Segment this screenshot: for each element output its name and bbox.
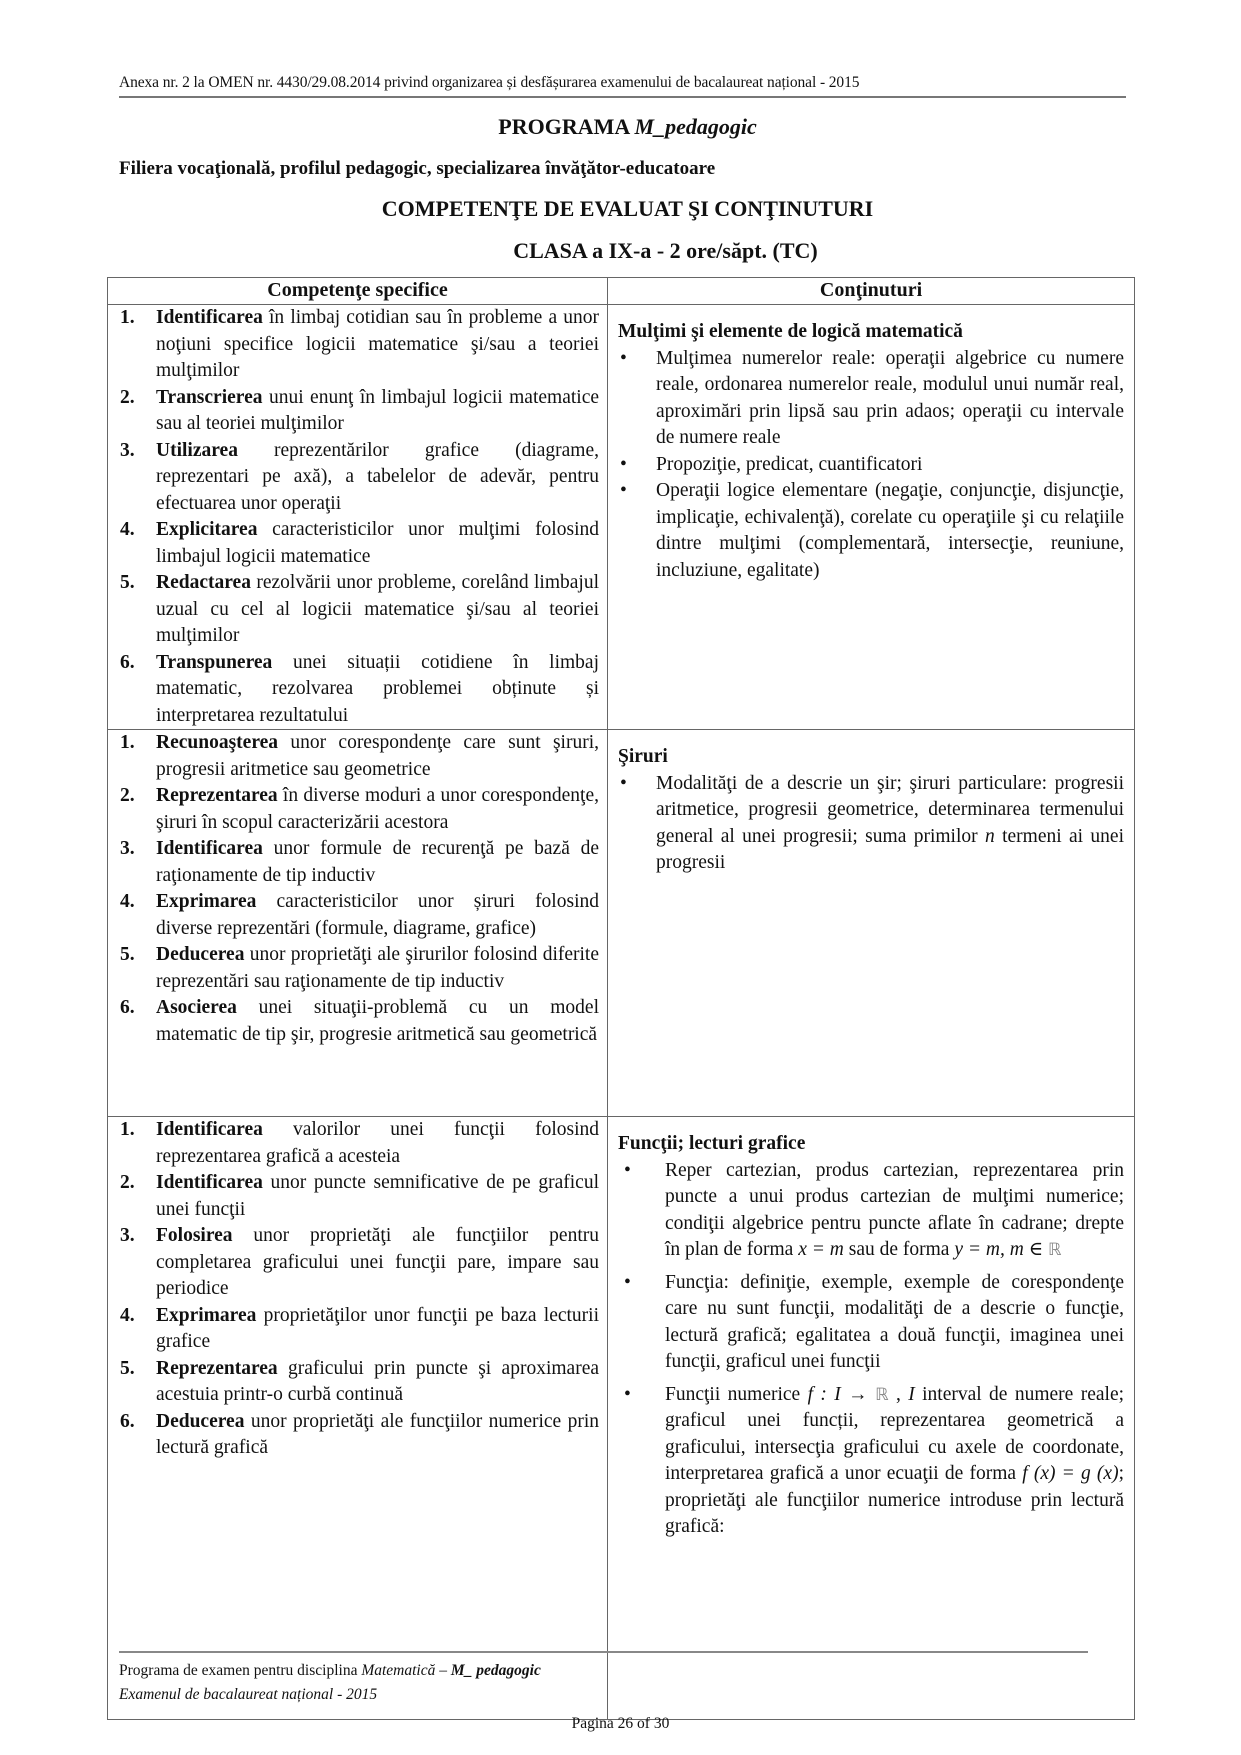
competence-verb: Asocierea [156, 997, 237, 1018]
section-title: COMPETENŢE DE EVALUAT ŞI CONŢINUTURI [381, 196, 874, 221]
competence-item [120, 836, 599, 889]
competence-verb: Reprezentarea [156, 1357, 278, 1379]
competence-item [120, 305, 599, 385]
content-text: Propoziţie, predicat, cuantificatori [656, 453, 923, 475]
competence-text: unor proprietăţi ale funcţiilor pentru completarea graficului unei funcţii pare, impare sau periodice [156, 1225, 599, 1299]
competence-text: unor puncte semnificative de pe graficul unei funcţii [156, 1172, 599, 1220]
math-expression: f (x) = g (x) [1022, 1463, 1119, 1484]
class-title: CLASA a IX-a - 2 ore/săpt. (TC) [513, 238, 818, 263]
competence-list [108, 305, 607, 729]
competence-item [120, 942, 599, 995]
contents-cell [608, 730, 1135, 1117]
programa-title [7, 114, 1241, 140]
content-title: Şiruri [618, 746, 668, 767]
competence-number: 4. [120, 1304, 135, 1326]
competence-number: 2. [120, 386, 135, 408]
competence-text: unor corespondenţe care sunt şiruri, progresii aritmetice sau geometrice [156, 732, 599, 780]
competence-item [120, 438, 599, 518]
competence-text: unei situaţii-problemă cu un model matematic de tip şir, progresie aritmetică sau geometrică [156, 997, 599, 1045]
table-row [108, 1117, 1135, 1720]
content-list [618, 346, 1124, 585]
bullet-icon: • [620, 772, 627, 794]
bullet-icon: • [624, 1159, 631, 1181]
competence-item [120, 650, 599, 730]
competence-text: caracteristicilor unor mulţimi folosind limbajul logicii matematice [156, 519, 599, 567]
competence-text: reprezentărilor grafice (diagrame, reprezentari pe axă), a tabelelor de adevăr, pentru efectuarea unor operaţii [156, 439, 599, 514]
competence-item [120, 1117, 599, 1170]
competence-item [120, 1303, 599, 1356]
content-title: Funcţii; lecturi grafice [618, 1133, 806, 1154]
competence-text: valorilor unei funcţii folosind reprezentarea grafică a acesteia [156, 1119, 599, 1167]
content-item [618, 771, 1124, 877]
content-text: Mulţimea numerelor reale: operaţii algebrice cu numere reale, ordonarea numerelor reale, modulul unui număr real, aproximări prin lipsă sau prin adaos; operaţii cu intervale de numere reale [656, 347, 1124, 448]
bullet-icon: • [620, 453, 627, 475]
competence-verb: Exprimarea [156, 891, 257, 912]
footer-profile: M_ pedagogic [450, 1662, 541, 1679]
contents-cell [608, 1117, 1135, 1720]
content-text: sau de forma [843, 1239, 955, 1260]
programa-name: M_pedagogic [634, 114, 757, 139]
content-item [618, 478, 1124, 584]
competence-text: proprietăţilor unor funcţii pe baza lecturii grafice [156, 1304, 599, 1352]
page-header-annex: Anexa nr. 2 la OMEN nr. 4430/29.08.2014 privind organizarea și desfășurarea examenului de bacalaureat național - 2015 [119, 74, 860, 91]
competence-item [120, 570, 599, 650]
competence-verb: Deducerea [156, 1410, 245, 1432]
footer-prefix: Programa de examen pentru disciplina [119, 1662, 362, 1679]
competence-text: unei situații cotidiene în limbaj matematic, rezolvarea problemei obținute și interpretarea rezultatului [156, 651, 599, 726]
footer-divider [119, 1651, 1088, 1653]
content-item [618, 1158, 1124, 1264]
competence-text: unor formule de recurenţă pe bază de raţionamente de tip inductiv [156, 838, 599, 886]
content-list [618, 1158, 1124, 1541]
page-number: Pagina 26 of 30 [571, 1715, 670, 1732]
competence-item [120, 730, 599, 783]
competence-verb: Identificarea [156, 1172, 263, 1193]
competence-number: 2. [120, 785, 135, 806]
competence-verb: Reprezentarea [156, 785, 278, 806]
competence-item [120, 1223, 599, 1303]
math-expression: x = m [798, 1239, 844, 1260]
bullet-icon: • [620, 347, 627, 369]
competences-cell [108, 305, 608, 730]
competence-number: 1. [120, 1119, 135, 1140]
competence-verb: Deducerea [156, 944, 245, 965]
math-variable-n: n [984, 825, 995, 847]
real-numbers-symbol: ℝ [875, 1384, 889, 1405]
footer-exam: Examenul de bacalaureat național - 2015 [119, 1686, 378, 1703]
competence-item [120, 1409, 599, 1462]
bullet-icon: • [620, 480, 627, 501]
content-item [618, 346, 1124, 452]
content-text: Funcţia: definiţie, exemple, exemple de corespondenţe care nu sunt funcţii, modalităţi de a descrie o funcţie, lectură grafică; egalitatea a două funcţii, imaginea unei funcţii, graficul unei funcţii [665, 1271, 1124, 1372]
competence-number: 3. [120, 439, 135, 461]
competence-text: unor proprietăţi ale şirurilor folosind diferite reprezentări sau raţionamente de tip inductiv [156, 944, 599, 992]
header-divider [119, 96, 1126, 98]
competence-text: în diverse moduri a unor corespondenţe, şiruri în scopul caracterizării acestora [156, 785, 599, 833]
competence-number: 6. [120, 651, 135, 673]
math-expression: y = m, m ∈ [954, 1239, 1049, 1260]
footer-program [119, 1662, 541, 1680]
content-text: termeni ai unei progresii [656, 825, 1125, 873]
competence-number: 4. [120, 519, 135, 540]
content-text: Reper cartezian, produs cartezian, reprezentarea prin puncte a unui produs cartezian de mulţimi numerice; condiţii algebrice pentru puncte aflate în cadrane; drepte în plan de forma [665, 1159, 1124, 1260]
content-list [618, 771, 1124, 877]
competences-table [107, 277, 1135, 1720]
competence-number: 5. [120, 944, 135, 965]
competence-number: 4. [120, 891, 135, 912]
competence-list [108, 1117, 607, 1462]
competences-cell [108, 730, 608, 1117]
competence-verb: Transpunerea [156, 651, 273, 673]
content-text: Funcţii numerice [665, 1383, 808, 1405]
competence-verb: Transcrierea [156, 386, 263, 408]
competence-text: graficului prin puncte şi aproximarea acestuia printr-o curbă continuă [156, 1357, 599, 1405]
content-item [618, 452, 1124, 479]
competence-item [120, 1356, 599, 1409]
table-header-row [108, 278, 1135, 305]
content-text: , [888, 1383, 909, 1405]
competence-text: caracteristicilor unor șiruri folosind diverse reprezentări (formule, diagrame, grafice) [156, 891, 599, 939]
math-expression: f : I → [807, 1383, 876, 1405]
competence-text: rezolvării unor probleme, corelând limbajul uzual cu cel al logicii matematice şi/sau al teoriei mulţimilor [156, 572, 599, 646]
filiera-subtitle: Filiera vocaţională, profilul pedagogic, specializarea învăţător-educatoare [119, 158, 716, 179]
competence-number: 1. [120, 732, 135, 753]
competence-item [120, 385, 599, 438]
competence-text: unor proprietăţi ale funcţiilor numerice prin lectură grafică [156, 1410, 599, 1458]
competence-verb: Exprimarea [156, 1304, 257, 1326]
competence-item [120, 1170, 599, 1223]
competence-verb: Explicitarea [156, 519, 258, 540]
competence-verb: Utilizarea [156, 439, 238, 461]
competence-list [108, 730, 607, 1048]
header-competences: Competenţe specifice [108, 278, 608, 305]
content-title: Mulţimi şi elemente de logică matematică [618, 321, 963, 342]
content-item [618, 1382, 1124, 1541]
real-numbers-symbol: ℝ [1048, 1240, 1062, 1260]
bullet-icon: • [624, 1383, 631, 1405]
competence-verb: Folosirea [156, 1225, 233, 1246]
contents-cell [608, 305, 1135, 730]
competence-verb: Identificarea [156, 1119, 263, 1140]
competence-item [120, 783, 599, 836]
content-text: Operaţii logice elementare (negaţie, conjuncţie, disjuncţie, implicaţie, echivalenţă), corelate cu operaţiile şi cu relaţiile dintre mulţimi (complementară, intersecţie, reuniune, incluziune, egalitate) [656, 480, 1124, 581]
competences-cell [108, 1117, 608, 1720]
header-contents: Conţinuturi [608, 278, 1135, 305]
competence-verb: Identificarea [156, 838, 263, 859]
math-variable-i: I [908, 1383, 915, 1405]
competence-number: 3. [120, 1225, 135, 1246]
competence-number: 3. [120, 838, 135, 859]
competence-number: 6. [120, 997, 135, 1018]
content-text: interval de numere reale; graficul unei funcții, reprezentarea geometrică a graficului, intersecţia graficului cu axele de coordonate, interpretarea grafică a unor ecuaţii de forma [665, 1383, 1125, 1484]
competence-item [120, 889, 599, 942]
competence-text: în limbaj cotidian sau în probleme a unor noţiuni specifice logicii matematice şi/sau a teoriei mulţimilor [156, 307, 599, 381]
competence-verb: Recunoaşterea [156, 732, 279, 753]
competence-text: unui enunţ în limbajul logicii matematice sau al teoriei mulţimilor [156, 386, 599, 434]
table-row [108, 730, 1135, 1117]
content-item [618, 1270, 1124, 1376]
table-row [108, 305, 1135, 730]
competence-verb: Identificarea [156, 307, 263, 328]
content-text: ; proprietăţi ale funcţiilor numerice introduse prin lectură grafică: [665, 1463, 1124, 1537]
bullet-icon: • [624, 1271, 631, 1293]
competence-number: 2. [120, 1172, 135, 1193]
content-text: Modalităţi de a descrie un şir; şiruri particulare: progresii aritmetice, progresii geometrice, determinarea termenului general al unei progresii; suma primilor [656, 772, 1124, 847]
competence-number: 5. [120, 1357, 135, 1379]
competence-number: 5. [120, 572, 135, 593]
programa-prefix: PROGRAMA [498, 114, 635, 139]
competence-item [120, 995, 599, 1048]
competence-item [120, 517, 599, 570]
footer-subject: Matematică – [361, 1662, 451, 1679]
competence-verb: Redactarea [156, 572, 251, 593]
competence-number: 1. [120, 307, 135, 328]
competence-number: 6. [120, 1410, 135, 1432]
